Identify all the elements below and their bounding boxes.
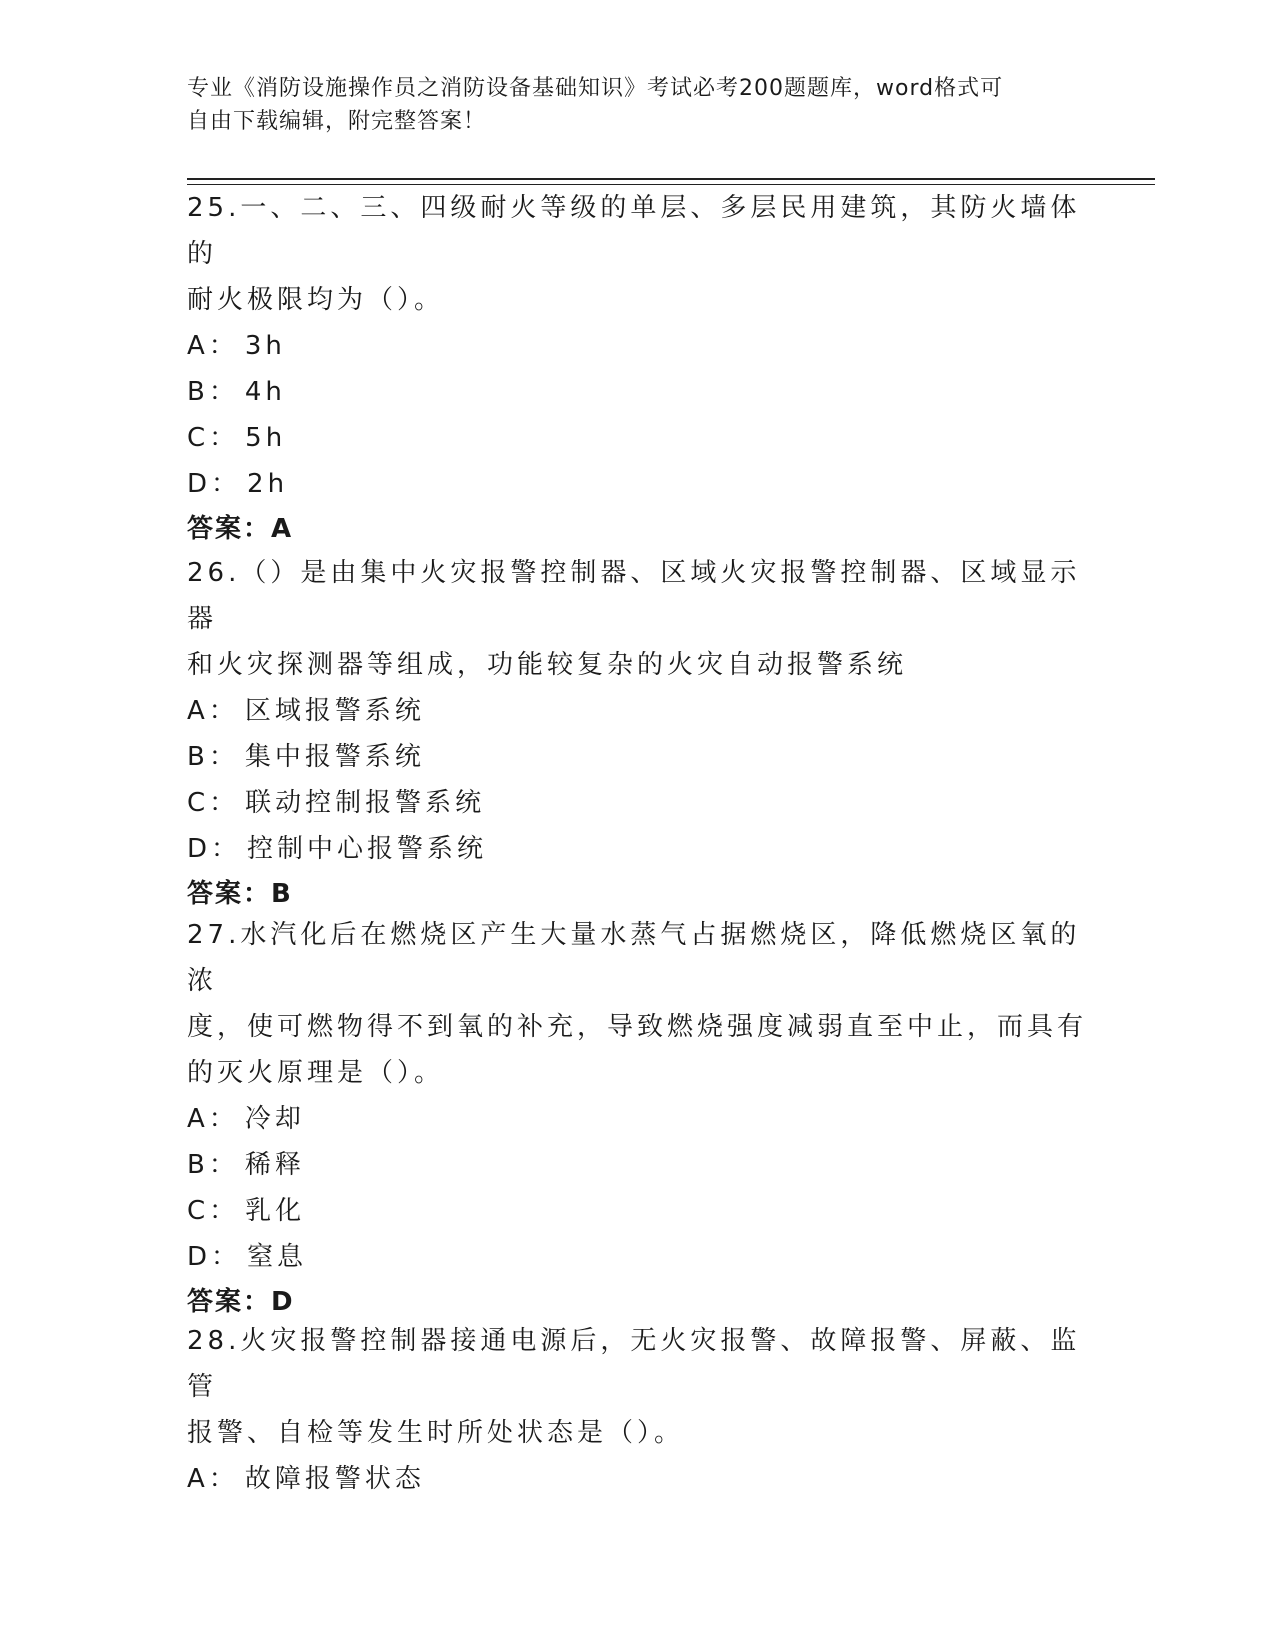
option-letter: B <box>187 742 209 772</box>
option-letter: D <box>187 469 212 499</box>
option-letter: A <box>187 696 209 726</box>
option-separator: ： <box>209 423 240 453</box>
option-b <box>187 734 1087 780</box>
option-separator: ： <box>209 788 240 818</box>
question-stem-line: 报警、自检等发生时所处状态是（）。 <box>187 1418 685 1448</box>
option-separator: ： <box>208 696 239 726</box>
option-c <box>187 1188 1087 1234</box>
option-letter: A <box>187 1464 209 1494</box>
option-separator: ： <box>211 1242 242 1272</box>
option-c <box>187 415 1087 461</box>
option-d <box>187 1234 1087 1280</box>
option-separator: ： <box>209 1196 240 1226</box>
question-stem-line: 28.火灾报警控制器接通电源后，无火灾报警、故障报警、屏蔽、监管 <box>187 1326 1081 1402</box>
option-a <box>187 1456 1087 1502</box>
option-text: 联动控制报警系统 <box>245 788 486 818</box>
question-25 <box>187 185 1087 551</box>
document-header <box>187 72 1067 138</box>
option-separator: ： <box>208 742 239 772</box>
question-stem-line: 25.一、二、三、四级耐火等级的单层、多层民用建筑，其防火墙体的 <box>187 193 1081 269</box>
option-letter: B <box>187 1150 209 1180</box>
option-text: 冷却 <box>244 1104 305 1134</box>
option-separator: ： <box>211 469 242 499</box>
question-28 <box>187 1318 1087 1502</box>
option-separator: ： <box>208 377 239 407</box>
option-separator: ： <box>208 1464 239 1494</box>
question-stem-line: 耐火极限均为（）。 <box>187 285 445 315</box>
question-stem-line: 和火灾探测器等组成，功能较复杂的火灾自动报警系统 <box>187 650 908 680</box>
option-text: 控制中心报警系统 <box>247 834 488 864</box>
question-stem-line: 27.水汽化后在燃烧区产生大量水蒸气占据燃烧区，降低燃烧区氧的浓 <box>187 920 1081 996</box>
header-title-line-1: 专业《消防设施操作员之消防设备基础知识》考试必考200题题库，word格式可 <box>187 76 1004 101</box>
option-separator: ： <box>208 1104 239 1134</box>
option-c <box>187 780 1087 826</box>
answer-label: 答案：B <box>187 879 293 909</box>
option-b <box>187 369 1087 415</box>
question-stem-line: 度，使可燃物得不到氧的补充，导致燃烧强度减弱直至中止，而具有 <box>187 1012 1088 1042</box>
question-stem-line: 的灭火原理是（）。 <box>187 1058 445 1088</box>
option-separator: ： <box>208 1150 239 1180</box>
option-b <box>187 1142 1087 1188</box>
option-d <box>187 461 1087 507</box>
answer-label: 答案：A <box>187 514 294 544</box>
option-text: 故障报警状态 <box>244 1464 425 1494</box>
option-letter: C <box>187 423 210 453</box>
option-text: 区域报警系统 <box>244 696 425 726</box>
option-letter: D <box>187 1242 212 1272</box>
option-text: 集中报警系统 <box>244 742 425 772</box>
option-separator: ： <box>211 834 242 864</box>
option-letter: A <box>187 331 209 361</box>
option-letter: A <box>187 1104 209 1134</box>
header-title-line-2: 自由下载编辑，附完整答案！ <box>187 109 487 134</box>
option-letter: C <box>187 788 210 818</box>
header-divider-thick <box>187 178 1155 180</box>
question-stem-line: 26.（）是由集中火灾报警控制器、区域火灾报警控制器、区域显示器 <box>187 558 1081 634</box>
option-text: 乳化 <box>245 1196 306 1226</box>
option-a <box>187 323 1087 369</box>
option-text: 稀释 <box>244 1150 305 1180</box>
question-27 <box>187 912 1087 1324</box>
option-text: 5h <box>245 423 287 453</box>
option-d <box>187 826 1087 872</box>
option-a <box>187 1096 1087 1142</box>
option-separator: ： <box>208 331 239 361</box>
question-26 <box>187 550 1087 916</box>
option-letter: D <box>187 834 212 864</box>
answer-label: 答案：D <box>187 1287 295 1317</box>
option-text: 3h <box>244 331 286 361</box>
option-text: 4h <box>244 377 286 407</box>
option-letter: B <box>187 377 209 407</box>
option-text: 2h <box>247 469 289 499</box>
option-a <box>187 688 1087 734</box>
option-letter: C <box>187 1196 210 1226</box>
option-text: 窒息 <box>247 1242 308 1272</box>
